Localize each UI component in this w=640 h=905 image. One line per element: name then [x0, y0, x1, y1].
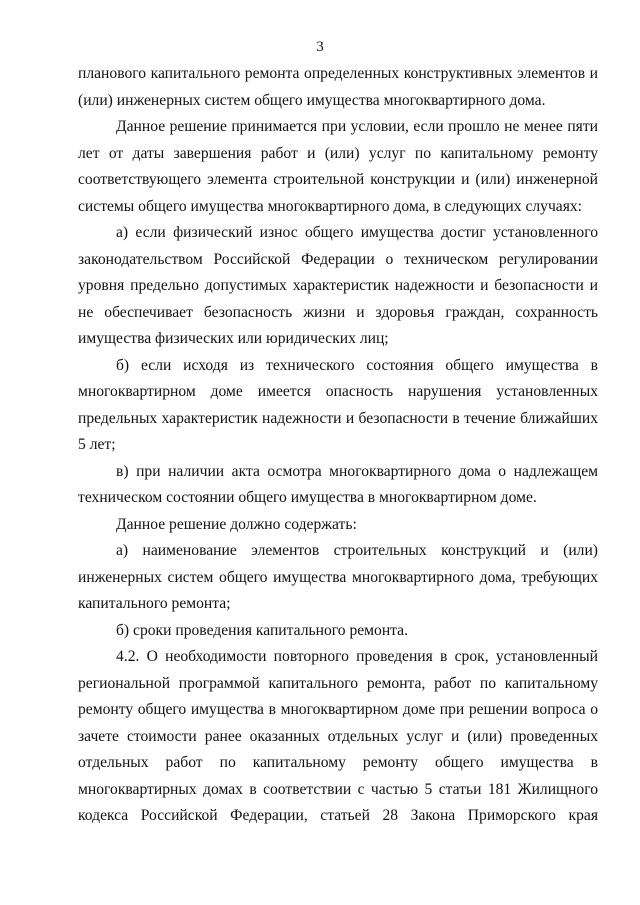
- paragraph-decision-condition: Данное решение принимается при условии, если прошло не менее пяти лет от даты завершения работ и (или) услуг по капитальному ремонту соответствующего элемента строительной конструкции и (или) инженерной системы общего имущества многоквартирного дома, в следующих случаях:: [78, 118, 598, 215]
- paragraph-case-b: б) если исходя из технического состояния общего имущества в многоквартирном доме имеется опасность нарушения установленных предельных характеристик надежности и безопасности в течение ближайших 5 лет;: [78, 356, 598, 453]
- paragraph-contents-a: а) наименование элементов строительных конструкций и (или) инженерных систем общего имущества многоквартирного дома, требующих капитального ремонта;: [78, 542, 598, 612]
- paragraph-contents-b: б) сроки проведения капитального ремонта.: [116, 621, 409, 639]
- paragraph-case-v: в) при наличии акта осмотра многоквартирного дома о надлежащем техническом состоянии общего имущества в многоквартирном доме.: [78, 462, 598, 506]
- paragraph-continuation: планового капитального ремонта определенных конструктивных элементов и (или) инженерных систем общего имущества многоквартирного дома.: [78, 65, 598, 109]
- paragraph-section-4-2: 4.2. О необходимости повторного проведения в срок, установленный региональной программой капитального ремонта, работ по капитальному ремонту общего имущества в многоквартирном доме при решении вопроса о зачете стоимости ранее оказанных отдельных услуг и (или) проведенных отдельных работ по капитальному ремонту общего имущества в многоквартирных домах в соответствии с частью 5 статьи 181 Жилищного кодекса Российской Федерации, статьей 28 Закона Приморского края: [78, 648, 598, 824]
- document-body: [78, 61, 598, 830]
- page-number: 3: [316, 39, 324, 55]
- paragraph-decision-contents: Данное решение должно содержать:: [116, 515, 357, 533]
- paragraph-case-a: а) если физический износ общего имущества достиг установленного законодательством Российской Федерации о техническом регулировании уровня предельно допустимых характеристик надежности и безопасности и не обеспечивает безопасность жизни и здоровья граждан, сохранность имущества физических или юридических лиц;: [78, 224, 598, 347]
